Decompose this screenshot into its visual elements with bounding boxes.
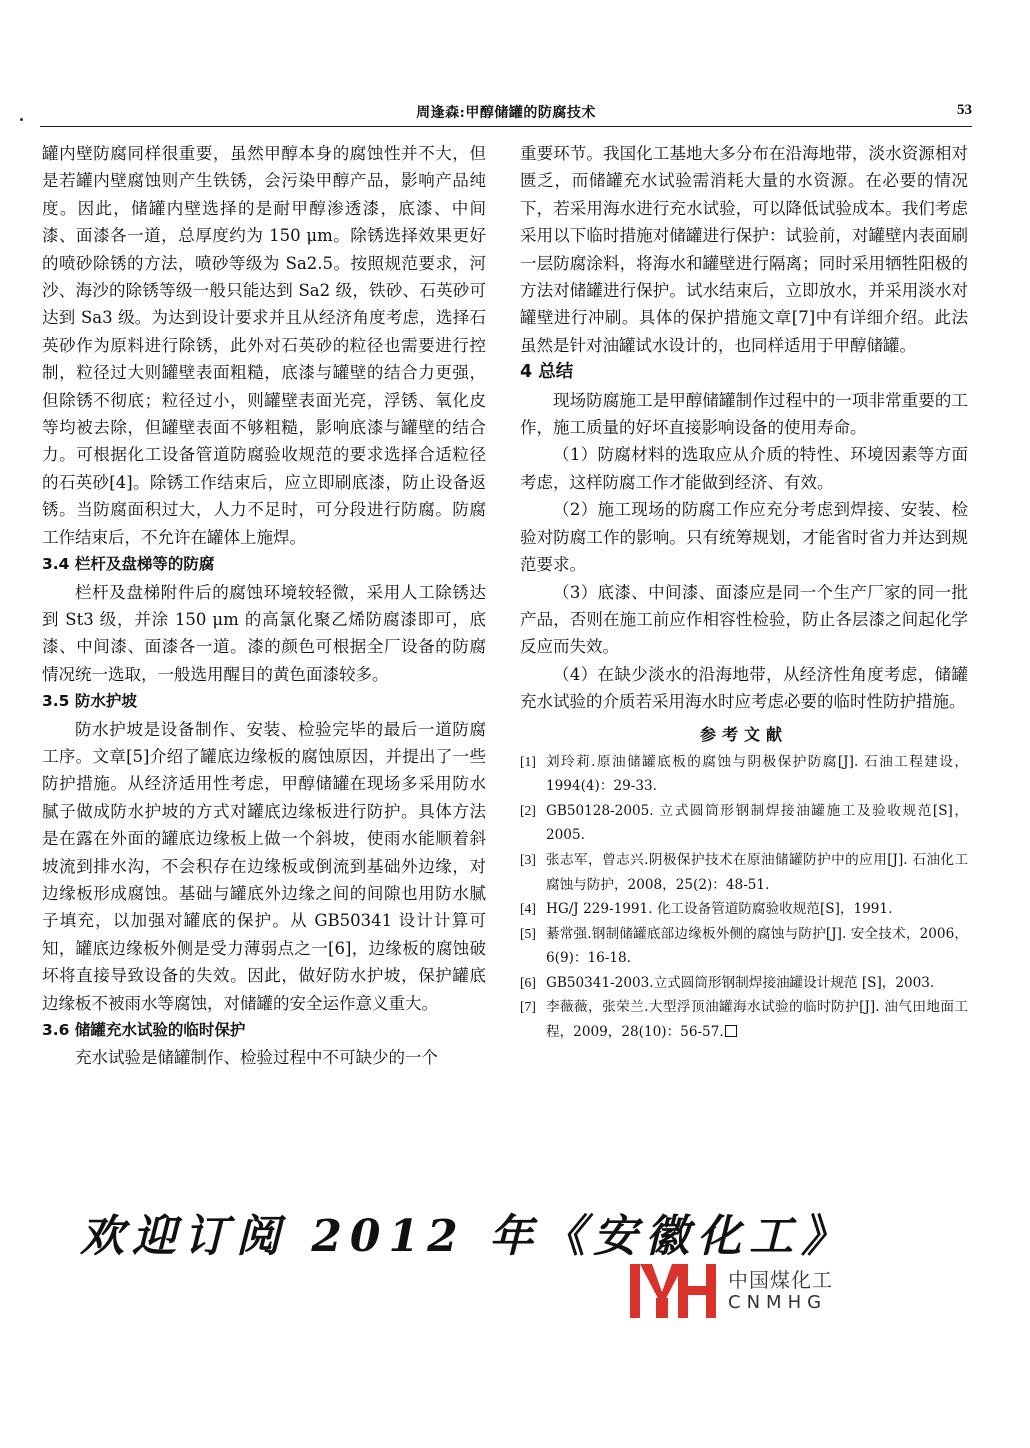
reference-number: [6] [520,974,536,990]
section-heading-3-4: 3.4 栏杆及盘梯等的防腐 [42,555,215,574]
reference-number: [7] [520,999,536,1015]
reference-text: 张志军，曾志兴.阴极保护技术在原油储罐防护中的应用[J]. 石油化工腐蚀与防护，2008，25(2)：48-51. [546,851,968,893]
reference-text: HG/J 229-1991. 化工设备管道防腐验收规范[S]，1991. [546,901,893,918]
reference-item [520,750,968,799]
reference-item [520,922,968,971]
reference-item [520,971,968,996]
reference-text: 李薇薇，张荣兰.大型浮顶油罐海水试验的临时防护[J]. 油气田地面工程，2009，28(10)：56-57. [546,999,968,1041]
reference-text: GB50341-2003.立式圆筒形钢制焊接油罐设计规范 [S]，2003. [546,974,935,991]
section-heading-3-5: 3.5 防水护坡 [42,692,137,711]
conclusion-item: （4）在缺少淡水的沿海地带，从经济性角度考虑，储罐充水试验的介质若采用海水时应考虑必要的临时性防护措施。 [520,664,968,712]
paragraph: 重要环节。我国化工基地大多分布在沿海地带，淡水资源相对匮乏，而储罐充水试验需消耗大量的水资源。在必要的情况下，若采用海水进行充水试验，可以降低试验成本。我们考虑采用以下临时措施对储罐进行保护：试验前，对罐壁内表面刷一层防腐涂料，将海水和罐壁进行隔离；同时采用牺牲阳极的方法对储罐进行保护。试水结束后，立即放水，并采用淡水对罐壁进行冲刷。具体的保护措施文章[7]中有详细介绍。此法虽然是针对油罐试水设计的，也同样适用于甲醇储罐。 [520,144,968,355]
paragraph: 罐内壁防腐同样很重要，虽然甲醇本身的腐蚀性并不大，但是若罐内壁腐蚀则产生铁锈，会污染甲醇产品，影响产品纯度。因此，储罐内壁选择的是耐甲醇渗透漆，底漆、中间漆、面漆各一道，总厚度约为 150 μm。除锈选择效果更好的喷砂除锈的方法，喷砂等级为 Sa2.5。按照规范要求，河沙、海沙的除锈等级一般只能达到 Sa2 级，铁砂、石英砂可达到 Sa3 级。为达到设计要求并且从经济角度考虑，选择石英砂作为原料进行除锈，此外对石英砂的粒径也需要进行控制，粒径过大则罐壁表面粗糙，底漆与罐壁的结合力更强，但除锈不彻底；粒径过小，则罐壁表面光亮，浮锈、氧化皮等均被去除，但罐壁表面不够粗糙，影响底漆与罐壁的结合力。可根据化工设备管道防腐验收规范的要求选择合适粒径的石英砂[4]。除锈工作结束后，应立即刷底漆，防止设备返锈。当防腐面积过大，人力不足时，可分段进行防腐。防腐工作结束后，不允许在罐体上施焊。 [42,144,486,547]
reference-number: [4] [520,901,536,917]
reference-item [520,799,968,848]
paragraph: 栏杆及盘梯附件后的腐蚀环境较轻微，采用人工除锈达到 St3 级，并涂 150 μm 的高氯化聚乙烯防腐漆即可，底漆、中间漆、面漆各一道。漆的颜色可根据全厂设备的防腐情况统一选取，一般选用醒目的黄色面漆较多。 [42,582,486,684]
subscription-banner: 欢迎订阅 2012 年《安徽化工》 [80,1211,854,1262]
left-column [42,140,486,1072]
reference-text: 綦常强.钢制储罐底部边缘板外侧的腐蚀与防护[J]. 安全技术，2006，6(9)：16-18. [546,925,968,967]
scan-speck [20,118,23,121]
reference-number: [3] [520,851,536,867]
conclusion-item: （3）底漆、中间漆、面漆应是同一个生产厂家的同一批产品，否则在施工前应作相容性检验，防止各层漆之间起化学反应而失效。 [520,582,968,657]
section-heading-4: 4 总结 [520,362,574,383]
mh-logo-icon [628,1262,720,1322]
paragraph: 充水试验是储罐制作、检验过程中不可缺少的一个 [75,1048,438,1068]
running-header [40,100,972,127]
section-heading-3-6: 3.6 储罐充水试验的临时保护 [42,1021,246,1039]
reference-number: [2] [520,802,536,818]
reference-list [520,750,968,1045]
reference-number: [5] [520,925,536,941]
conclusion-item: （1）防腐材料的选取应从介质的特性、环境因素等方面考虑，这样防腐工作才能做到经济、有效。 [520,445,968,492]
logo-name-cn: 中国煤化工 [728,1268,833,1292]
reference-text: 刘玲莉.原油储罐底板的腐蚀与阴极保护防腐[J]. 石油工程建设，1994(4)：29-33. [546,753,968,795]
logo-name-en: CNMHG [728,1292,828,1313]
conclusion-item: （2）施工现场的防腐工作应充分考虑到焊接、安装、检验对防腐工作的影响。只有统筹规划，才能省时省力并达到规范要求。 [520,500,968,575]
reference-number: [1] [520,753,536,769]
references-title: 参考文献 [699,724,788,744]
reference-item [520,897,968,922]
end-mark-icon [725,1025,737,1037]
reference-item [520,995,968,1044]
page-number: 53 [957,102,972,118]
running-title: 周逢森:甲醇储罐的防腐技术 [416,105,596,121]
reference-text: GB50128-2005. 立式圆筒形钢制焊接油罐施工及验收规范[S]，2005. [546,802,968,844]
paragraph: 防水护坡是设备制作、安装、检验完毕的最后一道防腐工序。文章[5]介绍了罐底边缘板的腐蚀原因，并提出了一些防护措施。从经济适用性考虑，甲醇储罐在现场多采用防水腻子做成防水护坡的方式对罐底边缘板进行防护。具体方法是在露在外面的罐底边缘板上做一个斜坡，使雨水能顺着斜坡流到排水沟，不会积存在边缘板或倒流到基础外边缘，对边缘板形成腐蚀。基础与罐底外边缘之间的间隙也用防水腻子填充，以加强对罐底的保护。从 GB50341 设计计算可知，罐底边缘板外侧是受力薄弱点之一[6]，边缘板的腐蚀破坏将直接导致设备的失效。因此，做好防水护坡，保护罐底边缘板不被雨水等腐蚀，对储罐的安全运作意义重大。 [42,719,486,1013]
paragraph: 现场防腐施工是甲醇储罐制作过程中的一项非常重要的工作，施工质量的好坏直接影响设备的使用寿命。 [520,390,968,438]
reference-item [520,848,968,897]
right-column [520,140,968,1045]
watermark-logo [628,1262,868,1322]
